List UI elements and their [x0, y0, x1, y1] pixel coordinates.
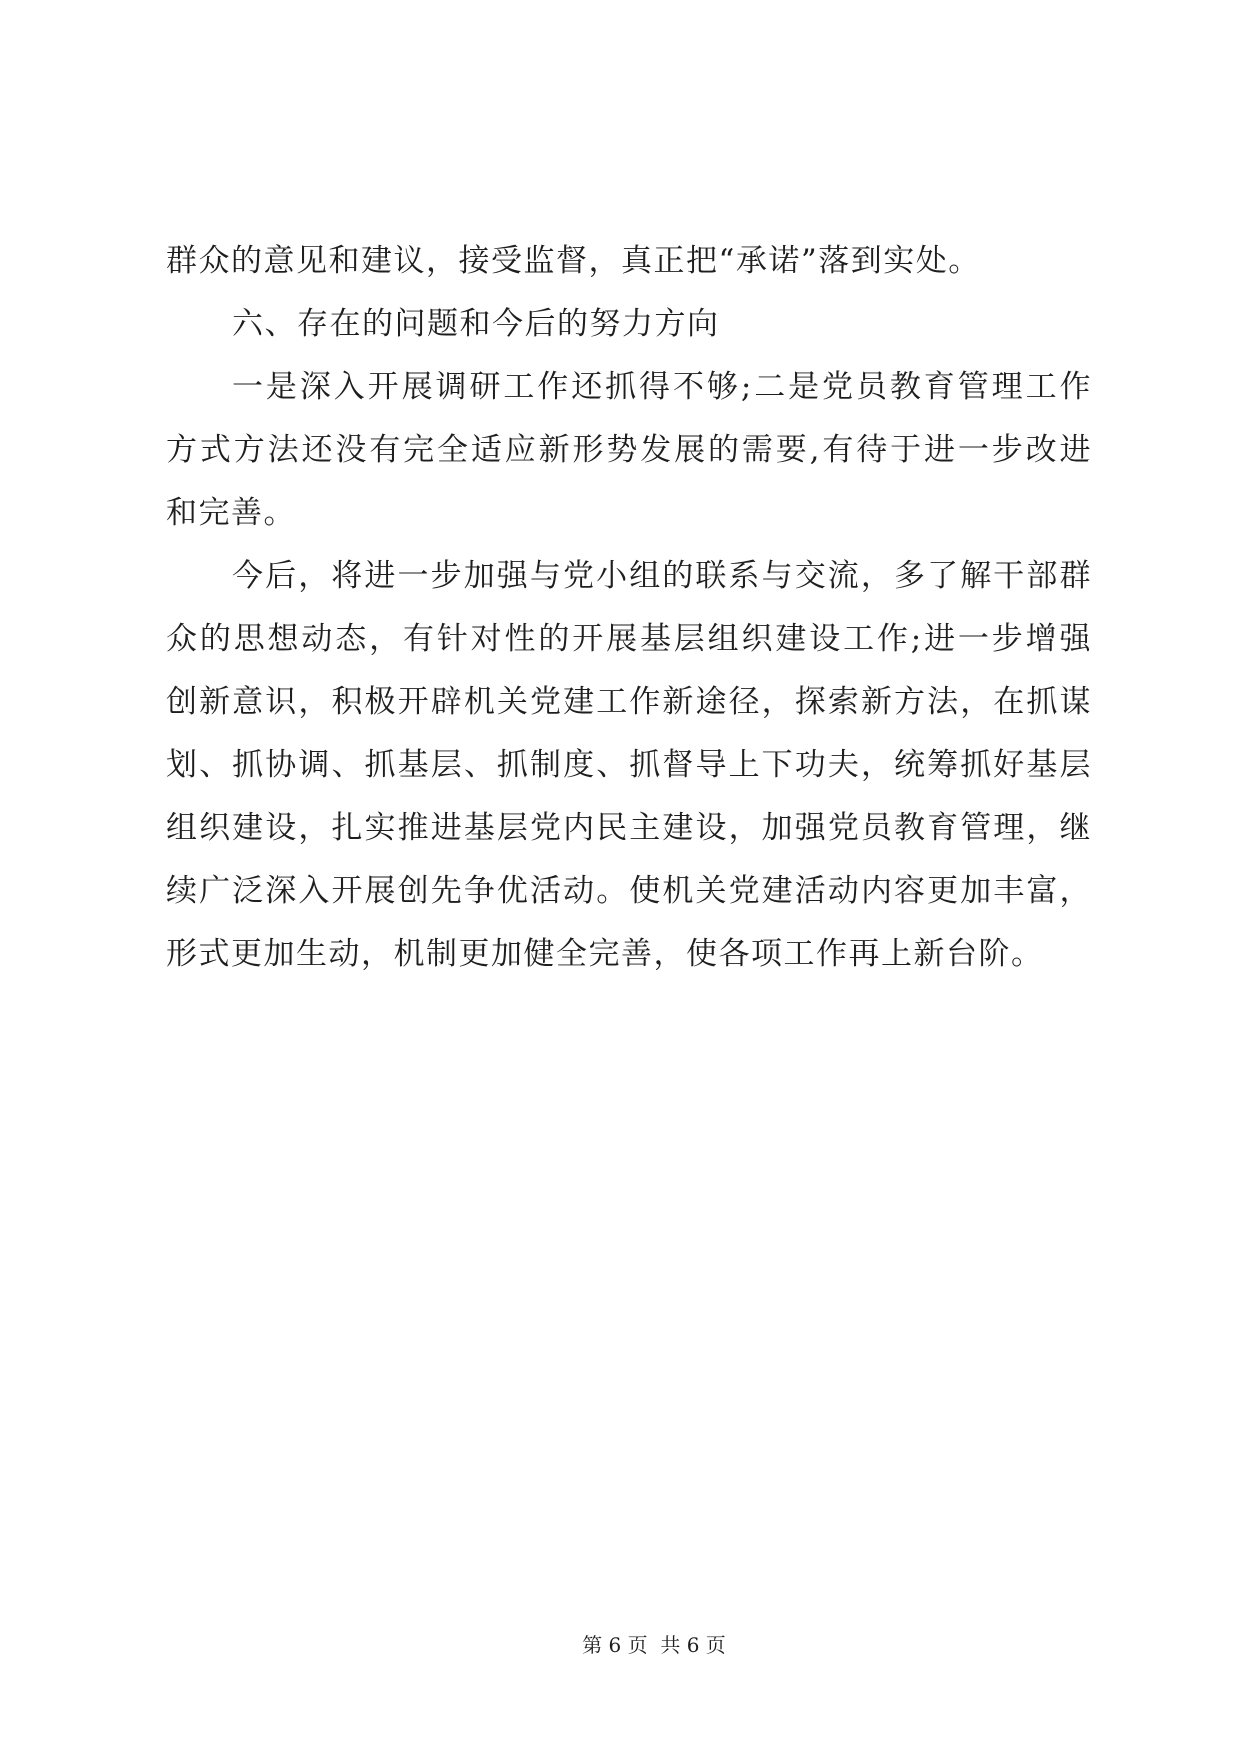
- heading-text: 六、存在的问题和今后的努力方向: [232, 306, 720, 342]
- paragraph-problems: [166, 356, 1092, 545]
- paragraph-line: 方式方法还没有完全适应新形势发展的需要,有待于进一步改进: [166, 432, 1092, 468]
- page-footer-number: 第 6 页 共 6 页: [582, 1633, 726, 1657]
- paragraph-line: 续广泛深入开展创先争优活动。使机关党建活动内容更加丰富，: [166, 873, 1092, 909]
- paragraph-line: 一是深入开展调研工作还抓得不够;二是党员教育管理工作: [232, 369, 1092, 405]
- paragraph-line: 众的思想动态，有针对性的开展基层组织建设工作;进一步增强: [166, 621, 1092, 657]
- paragraph-line: 和完善。: [166, 495, 296, 531]
- paragraph-line: 群众的意见和建议，接受监督，真正把“承诺”落到实处。: [166, 243, 981, 279]
- section-heading: [166, 293, 1092, 356]
- document-body: [166, 230, 1092, 986]
- paragraph-line: 今后，将进一步加强与党小组的联系与交流，多了解干部群: [232, 558, 1092, 594]
- paragraph-line: 划、抓协调、抓基层、抓制度、抓督导上下功夫，统筹抓好基层: [166, 747, 1092, 783]
- paragraph-line: 组织建设，扎实推进基层党内民主建设，加强党员教育管理，继: [166, 810, 1092, 846]
- paragraph-future-direction: [166, 545, 1092, 986]
- paragraph-continuation: [166, 230, 1092, 293]
- paragraph-line: 形式更加生动，机制更加健全完善，使各项工作再上新台阶。: [166, 936, 1044, 972]
- paragraph-line: 创新意识，积极开辟机关党建工作新途径，探索新方法，在抓谋: [166, 684, 1092, 720]
